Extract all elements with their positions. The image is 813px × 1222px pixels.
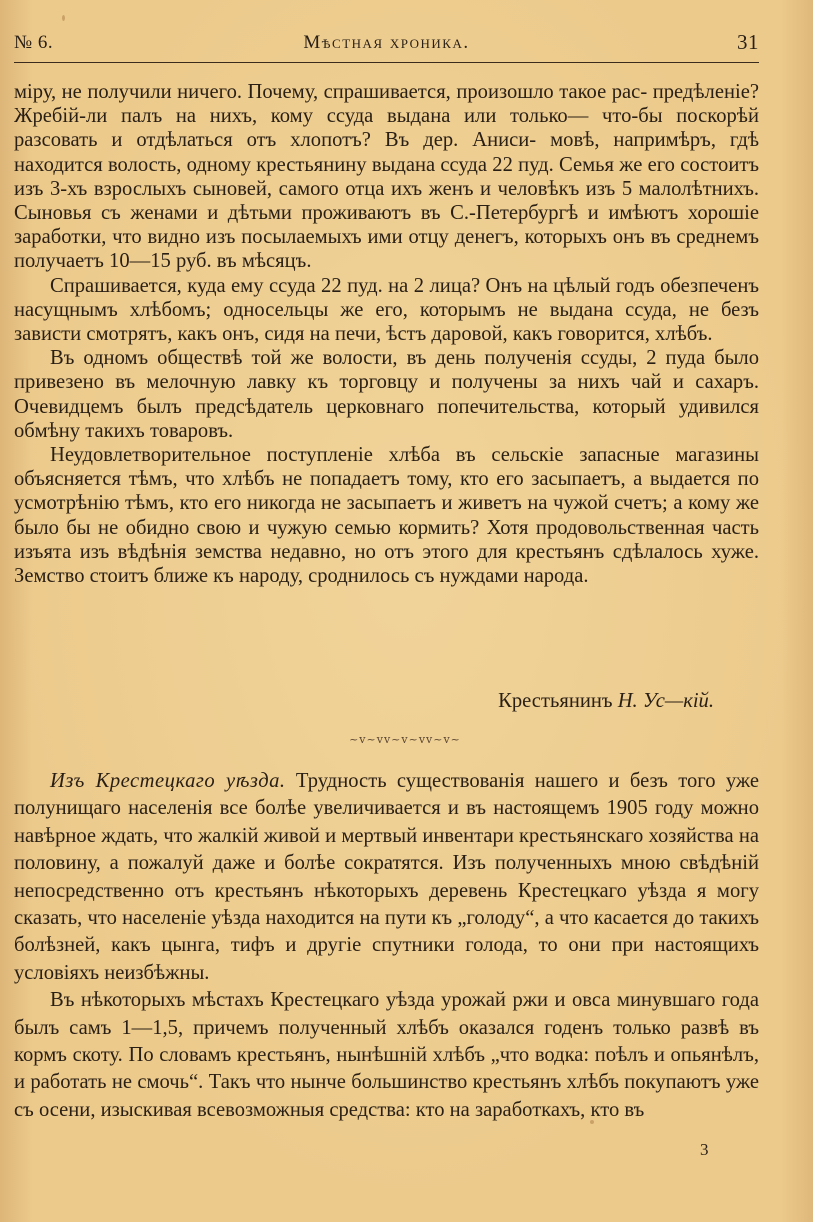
section-divider-ornament: ~v~vv~v~vv~v~ xyxy=(349,733,461,746)
paragraph-continued xyxy=(14,80,759,274)
header-rule xyxy=(14,62,759,63)
issue-number: № 6. xyxy=(14,32,54,53)
paragraph-text: Трудность существованія нашего и безъ того уже полунищаго населенія все болѣе увеличивается и въ настоящемъ 1905 году можно навѣрное ждать, что жалкій живой и мертвый инвентари крестьянскаго хозяйства на половину, а пожалуй даже и болѣе сократятся. Изъ полученныхъ мною свѣдѣній непосредственно отъ крестьянъ нѣкоторыхъ деревень Крестецкаго уѣзда я могу сказать, что населеніе уѣзда находится на пути къ „голоду“, а что касается до такихъ болѣзней, какъ цынга, тифъ и другіе спутники голода, то они при настоящихъ условіяхъ неизбѣжны. xyxy=(14,770,759,984)
text-line: предѣленіе? Жребій-ли палъ на нихъ, кому ссуда выдана или только— xyxy=(14,81,759,128)
text-line: въ среднемъ получаетъ 10—15 руб. въ мѣсяцъ. xyxy=(14,226,759,273)
text-line: самого отца ихъ женъ и человѣкъ изъ 5 малолѣтнихъ. Сыновья съ xyxy=(14,177,759,225)
paragraph xyxy=(14,768,759,987)
text-line: ссуда 22 пуд. Семья же его состоитъ изъ 3-хъ взрослыхъ сыновей, xyxy=(14,153,759,200)
text-line: мовѣ, напримѣръ, гдѣ находится волость, одному крестьянину выдана xyxy=(14,129,759,176)
text-line: что-бы поскорѣй разсовать и отдѣлаться отъ хлопотъ? Въ дер. Аниси- xyxy=(14,105,760,152)
page-number: 31 xyxy=(737,30,759,54)
section-title: Мѣстная хроника. xyxy=(303,32,470,53)
article-krestetsky xyxy=(14,768,759,1124)
printer-signature-mark: 3 xyxy=(700,1140,709,1159)
running-header xyxy=(14,30,759,60)
article-continuation xyxy=(14,80,759,588)
text-line: заработки, что видно изъ посылаемыхъ ими отцу денегъ, которыхъ онъ xyxy=(14,226,645,249)
paragraph: Въ нѣкоторыхъ мѣстахъ Крестецкаго уѣзда урожай ржи и овса минувшаго года былъ самъ 1—1,5, причемъ полученный хлѣбъ оказался годенъ только развѣ въ кормъ скоту. По словамъ крестьянъ, нынѣшній хлѣбъ „что водка: поѣлъ и опьянѣлъ, и работать не смочь“. Такъ что нынче большинство крестьянъ хлѣбъ покупаютъ уже съ осени, изыскивая всевозможныя средства: кто на заработкахъ, кто въ xyxy=(14,989,759,1121)
signature-name: Н. Ус—кій. xyxy=(617,690,714,712)
paragraph: Въ одномъ обществѣ той же волости, въ день полученія ссуды, 2 пуда было привезено въ мелочную лавку къ торговцу и получены за нихъ чай и сахаръ. Очевидцемъ былъ предсѣдатель церковнаго попечительства, который удивился обмѣну такихъ товаровъ. xyxy=(14,347,759,442)
text-line: міру, не получили ничего. Почему, спрашивается, произошло такое рас- xyxy=(14,81,648,103)
article-runin-heading: Изъ Крестецкаго уѣзда. xyxy=(50,770,286,792)
paper-stain xyxy=(62,15,65,21)
paragraph: Неудовлетворительное поступленіе хлѣба въ сельскіе запасные магазины объясняется тѣмъ, что хлѣбъ не попадаетъ тому, кто его засыпаетъ, а выдается по усмотрѣнію тѣмъ, кто его никогда не засыпаетъ и живетъ на чужой счетъ; а кому же было бы не обидно свою и чужую семью кормить? Хотя продовольственная часть изъята изъ вѣдѣнія земства недавно, но отъ этого для крестьянъ сдѣлалось хуже. Земство стоитъ ближе къ народу, сроднилось съ нуждами народа. xyxy=(14,444,759,588)
signature-prefix: Крестьянинъ xyxy=(498,690,613,712)
text-line: женами и дѣтьми проживаютъ въ С.-Петербургѣ и имѣютъ хорошіе xyxy=(130,202,759,225)
paragraph: Спрашивается, куда ему ссуда 22 пуд. на 2 лица? Онъ на цѣлый годъ обезпеченъ насущнымъ хлѣбомъ; односельцы же его, которымъ не выдана ссуда, не безъ зависти смотрятъ, какъ онъ, сидя на печи, ѣстъ даровой, какъ говорится, хлѣбъ. xyxy=(14,274,759,346)
author-signature xyxy=(14,690,714,713)
